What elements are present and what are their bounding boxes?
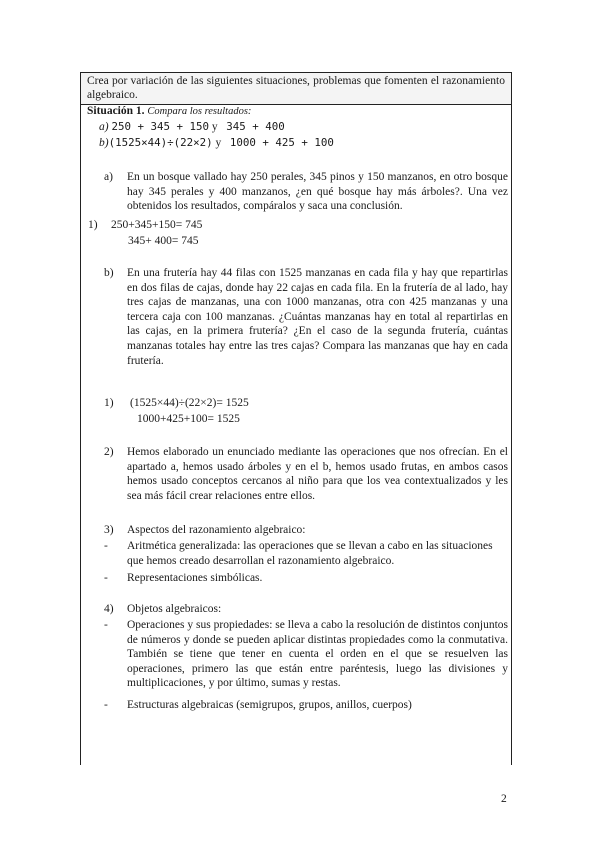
- expr-a-first: 250 + 345 + 150: [111, 120, 209, 133]
- item-4-bullet-1-mark: -: [104, 619, 108, 631]
- problem-b-text: En una frutería hay 44 filas con 1525 manzanas en cada fila y hay que repartirlas en dos filas de cajas, donde hay 22 cajas en cada fila. En la frutería de al lado, hay tres cajas de manzanas, una con 1000 manzanas, otra con 425 manzanas y una tercera caja con 100 manzanas. ¿Cuántas manzanas hay en total al repartirlas en las cajas, en la primera frutería? ¿En el caso de la segunda frutería, cuántas manzanas totales hay entre las tres cajas? Compara las manzanas que hay en cada frutería.: [127, 267, 508, 367]
- expr-b-prefix: b): [99, 137, 109, 149]
- item-4-bullet-1: Operaciones y sus propiedades: se lleva a cabo la resolución de distintos conjuntos de números y donde se pueden aplicar distintas propiedades como la conmutativa. También se tiene que tener en cuenta el orden en el que se resuelven las operaciones, primero las que están entre paréntesis, luego las divisiones y multiplicaciones, y por último, sumas y restas.: [127, 619, 508, 690]
- page-number: 2: [501, 793, 507, 805]
- expr-a-joiner: y: [211, 121, 218, 133]
- item-3-bullet-2: Representaciones simbólicas.: [127, 572, 263, 584]
- expr-b-first: (1525×44)÷(22×2): [108, 136, 213, 149]
- task-header: Crea por variación de las siguientes situaciones, problemas que fomenten el razonamiento algebraico.: [81, 73, 511, 105]
- item-3-bullet-1-mark: -: [104, 540, 108, 552]
- situation-label: Situación 1.: [87, 105, 145, 117]
- answer-a-line2: 345+ 400= 745: [128, 235, 199, 247]
- expr-a-prefix: a): [99, 121, 109, 133]
- item-2-text: Hemos elaborado un enunciado mediante las operaciones que nos ofrecían. En el apartado a, hemos usado árboles y en el b, hemos usado frutas, en ambos casos hemos usado conceptos cercanos al niño para que los vea contextualizados y les sea más fácil crear relaciones entre ellos.: [127, 446, 508, 502]
- answer-a-marker: 1): [88, 219, 98, 231]
- expr-b-joiner: y: [215, 137, 222, 149]
- expr-b-second: 1000 + 425 + 100: [229, 136, 334, 149]
- answer-a-line1: 250+345+150= 745: [111, 219, 203, 231]
- item-3-marker: 3): [104, 524, 114, 536]
- expression-line-a: [99, 120, 285, 135]
- problem-a-text: En un bosque vallado hay 250 perales, 345 pinos y 150 manzanos, en otro bosque hay 345 perales y 400 manzanos, ¿en qué bosque hay más árboles?. Una vez obtenidos los resultados, compáralos y saca una conclusión.: [127, 171, 508, 213]
- answer-b-line2: 1000+425+100= 1525: [137, 413, 240, 425]
- situation-subtitle: Compara los resultados:: [147, 106, 252, 117]
- item-3-bullet-1: Aritmética generalizada: las operaciones que se llevan a cabo en las situaciones que hemos creado desarrollan el razonamiento algebraico.: [127, 540, 493, 567]
- expression-line-b: [99, 136, 334, 151]
- item-3-bullet-2-mark: -: [104, 572, 108, 584]
- item-3-title: Aspectos del razonamiento algebraico:: [127, 524, 306, 536]
- item-4-bullet-2: Estructuras algebraicas (semigrupos, grupos, anillos, cuerpos): [127, 699, 412, 711]
- problem-b-marker: b): [104, 267, 114, 279]
- problem-a-marker: a): [104, 171, 113, 183]
- answer-b-marker: 1): [104, 397, 114, 409]
- item-4-marker: 4): [104, 603, 114, 615]
- item-4-bullet-2-mark: -: [104, 699, 108, 711]
- answer-b-line1: (1525×44)÷(22×2)= 1525: [130, 397, 249, 409]
- item-4-title: Objetos algebraicos:: [127, 603, 222, 615]
- item-2-marker: 2): [104, 446, 114, 458]
- situation-heading: [87, 104, 251, 120]
- expr-a-second: 345 + 400: [226, 120, 285, 133]
